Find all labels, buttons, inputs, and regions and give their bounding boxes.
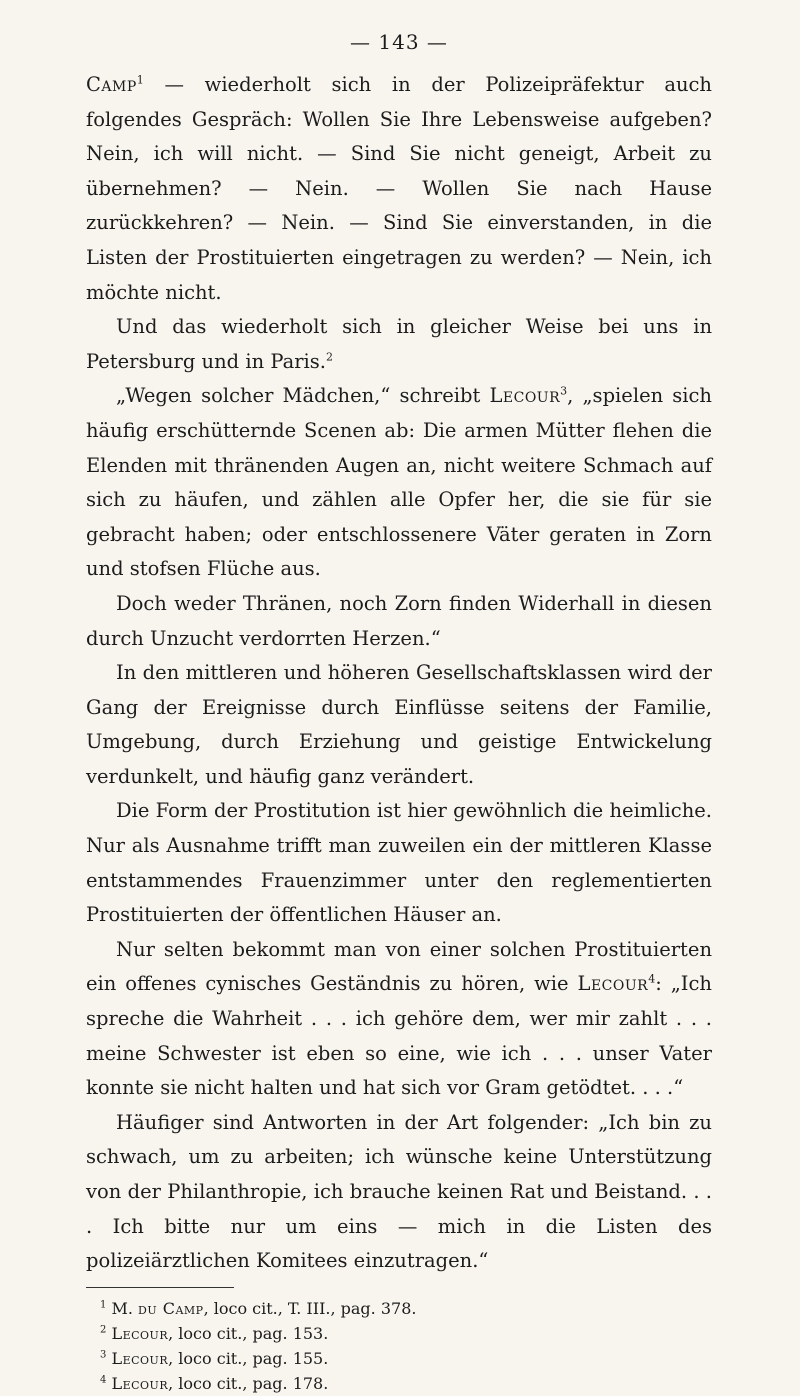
book-page xyxy=(86,30,712,1396)
footnote-divider xyxy=(86,1287,234,1288)
paragraph-text: Häufiger sind Antworten in der Art folgender: „Ich bin zu schwach, um zu arbeiten; ich wünsche keine Unterstützung von der Philanthropie, ich brauche keinen Rat und Beistand. . . . Ich bitte nur um eins — mich in die Listen des polizeiärztlichen Komitees einzutragen.“ xyxy=(86,1110,712,1273)
paragraph-text: — wiederholt sich in der Polizeipräfektur auch folgendes Gespräch: Wollen Sie Ihre Lebensweise aufgeben? Nein, ich will nicht. — Sind Sie nicht geneigt, Arbeit zu übernehmen? — Nein. — Wollen Sie nach Hause zurückkehren? — Nein. — Sind Sie einverstanden, in die Listen der Prostituierten eingetragen zu werden? — Nein, ich möchte nicht. xyxy=(86,73,712,304)
paragraph-text: , „spielen sich häufig erschütternde Scenen ab: Die armen Mütter flehen die Elenden mit thränenden Augen an, nicht weitere Schmach auf sich zu häufen, und zählen alle Opfer her, die sie für sie gebracht haben; oder entschlossenere Väter geraten in Zorn und stofsen Flüche aus. xyxy=(86,384,712,581)
footnote-text: , loco cit., pag. 153. xyxy=(168,1323,329,1343)
footnote-number: 3 xyxy=(100,1349,107,1361)
author-name: Lecour xyxy=(489,384,561,408)
author-name: du Camp xyxy=(138,1298,204,1318)
footnote-ref: 4 xyxy=(648,972,656,986)
author-name: Lecour xyxy=(111,1323,169,1343)
footnote-text: , loco cit., T. III., pag. 378. xyxy=(203,1298,417,1318)
paragraph-text: In den mittleren und höheren Gesellschaftsklassen wird der Gang der Ereignisse durch Einflüsse seitens der Familie, Umgebung, durch Erziehung und geistige Entwickelung verdunkelt, und häufig ganz verändert. xyxy=(86,661,712,788)
paragraph-text: Die Form der Prostitution ist hier gewöhnlich die heimliche. Nur als Ausnahme trifft man zuweilen ein der mittleren Klasse entstammendes Frauenzimmer unter den reglementierten Prostituierten der öffentlichen Häuser an. xyxy=(86,799,712,927)
footnote xyxy=(86,1321,712,1346)
author-name: Lecour xyxy=(577,972,649,996)
footnote-number: 1 xyxy=(100,1299,107,1311)
paragraph-5 xyxy=(86,656,712,794)
paragraph-8 xyxy=(86,1106,712,1279)
paragraph-1 xyxy=(86,68,712,310)
footnote-ref: 2 xyxy=(325,350,333,364)
paragraph-text: Doch weder Thränen, noch Zorn finden Widerhall in diesen durch Unzucht verdorrten Herzen.“ xyxy=(86,591,712,650)
footnote xyxy=(86,1346,712,1371)
footnote-number: 4 xyxy=(100,1374,107,1386)
paragraph-7 xyxy=(86,933,712,1106)
author-name: Lecour xyxy=(111,1348,169,1368)
paragraph-6 xyxy=(86,794,712,932)
author-name: Camp xyxy=(86,73,137,96)
paragraph-4 xyxy=(86,587,712,656)
paragraph-2 xyxy=(86,310,712,379)
main-text xyxy=(86,68,712,1279)
footnotes xyxy=(86,1296,712,1396)
paragraph-text: : „Ich spreche die Wahrheit . . . ich gehöre dem, wer mir zahlt . . . meine Schwester ist eben so eine, wie ich . . . unser Vater konnte sie nicht halten und hat sich vor Gram getödtet. . . .“ xyxy=(86,972,712,1100)
footnote-text: , loco cit., pag. 155. xyxy=(168,1348,329,1368)
footnote-text: M. xyxy=(111,1298,139,1318)
paragraph-3 xyxy=(86,379,712,587)
footnote-ref: 3 xyxy=(560,384,568,398)
footnote-number: 2 xyxy=(100,1324,107,1336)
footnote-ref: 1 xyxy=(136,73,144,87)
paragraph-text: Nur selten bekommt man von einer solchen Prostituierten ein offenes cynisches Geständnis zu hören, wie xyxy=(86,937,712,996)
paragraph-text: „Wegen solcher Mädchen,“ schreibt xyxy=(116,384,490,408)
footnote xyxy=(86,1296,712,1321)
paragraph-text: Und das wiederholt sich in gleicher Weise bei uns in Petersburg und in Paris. xyxy=(86,315,712,373)
page-number: — 143 — xyxy=(350,30,448,54)
author-name: Lecour xyxy=(111,1373,169,1393)
footnote xyxy=(86,1371,712,1396)
footnote-text: , loco cit., pag. 178. xyxy=(168,1373,329,1393)
